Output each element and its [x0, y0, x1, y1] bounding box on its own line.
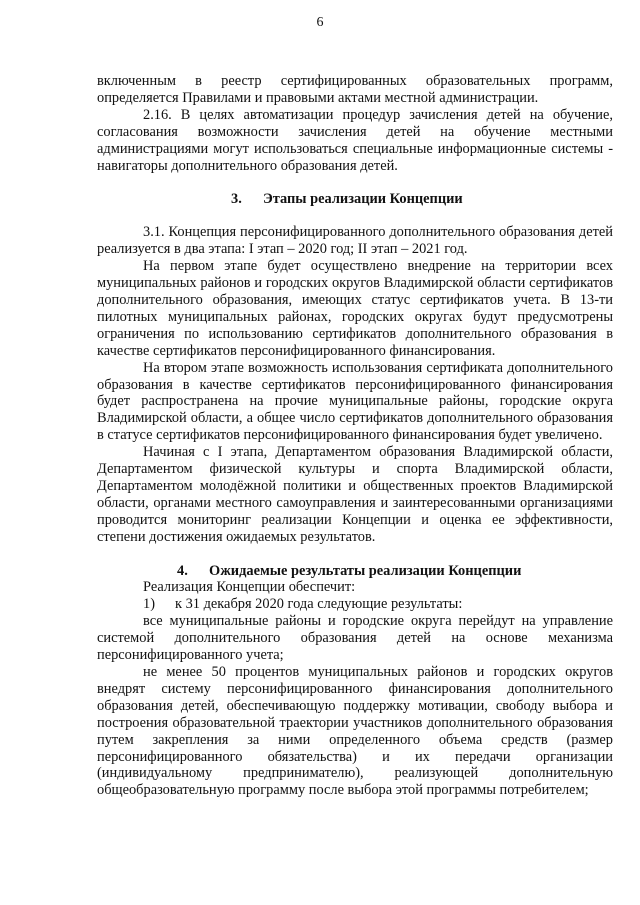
list-item-1	[97, 596, 613, 613]
section-4-number: 4.	[177, 562, 188, 579]
section-4-title: Ожидаемые результаты реализации Концепции	[209, 562, 522, 579]
paragraph-2-16: 2.16. В целях автоматизации процедур зачисления детей на обучение, согласования возможности зачисления детей на обучение местными администрациями могут использоваться специальные информационные системы - навигаторы дополнительного образования детей.	[97, 106, 613, 174]
paragraph-first-stage: На первом этапе будет осуществлено внедрение на территории всех муниципальных районов и городских округов Владимирской области сертификатов дополнительного образования, имеющих статус сертификатов учета. В 13-ти пилотных муниципальных районах, городских округах будут предусмотрены ограничения по использованию сертификатов дополнительного образования в качестве сертификатов персонифицированного финансирования.	[97, 258, 613, 359]
section-3-title: Этапы реализации Концепции	[263, 191, 463, 208]
paragraph-result-a: все муниципальные районы и городские округа перейдут на управление системой дополнительного образования детей на основе механизма персонифицированного учета;	[97, 613, 613, 664]
paragraph-results-intro: Реализация Концепции обеспечит:	[143, 579, 356, 596]
section-3-heading	[97, 191, 613, 208]
paragraph-monitoring: Начиная с I этапа, Департаментом образования Владимирской области, Департаментом физической культуры и спорта Владимирской области, Департаментом молодёжной политики и общественных проектов Владимирской области, органами местного самоуправления и заинтересованными организациями проводится мониторинг реализации Концепции и оценка ее эффективности, степени достижения ожидаемых результатов.	[97, 444, 613, 545]
paragraph-second-stage: На втором этапе возможность использования сертификата дополнительного образования в качестве сертификатов персонифицированного финансирования будет распространена на прочие муниципальные районы, городские округа Владимирской области, а общее число сертификатов дополнительного образования в статусе сертификатов персонифицированного финансирования будет увеличено.	[97, 359, 613, 444]
section-3-number: 3.	[231, 191, 242, 208]
list-item-1-text: к 31 декабря 2020 года следующие результаты:	[175, 596, 463, 613]
paragraph-result-b: не менее 50 процентов муниципальных районов и городских округов внедрят систему персонифицированного финансирования дополнительного образования детей, обеспечивающую поддержку мотивации, свободу выбора и построения образовательной траектории участников дополнительного образования путем закрепления за ними определенного объема средств (размер персонифицированного обязательства) и их передачи организации (индивидуальному предпринимателю), реализующей дополнительную общеобразовательную программу после выбора этой программы потребителем;	[97, 664, 613, 799]
list-item-1-number: 1)	[143, 596, 155, 613]
paragraph-3-1: 3.1. Концепция персонифицированного дополнительного образования детей реализуется в два этапа: I этап – 2020 год; II этап – 2021 год.	[97, 224, 613, 258]
section-4-heading	[97, 563, 613, 580]
paragraph-continuation: включенным в реестр сертифицированных образовательных программ, определяется Правилами и правовыми актами местной администрации.	[97, 73, 613, 106]
page-number: 6	[316, 15, 324, 30]
document-body	[97, 73, 613, 799]
